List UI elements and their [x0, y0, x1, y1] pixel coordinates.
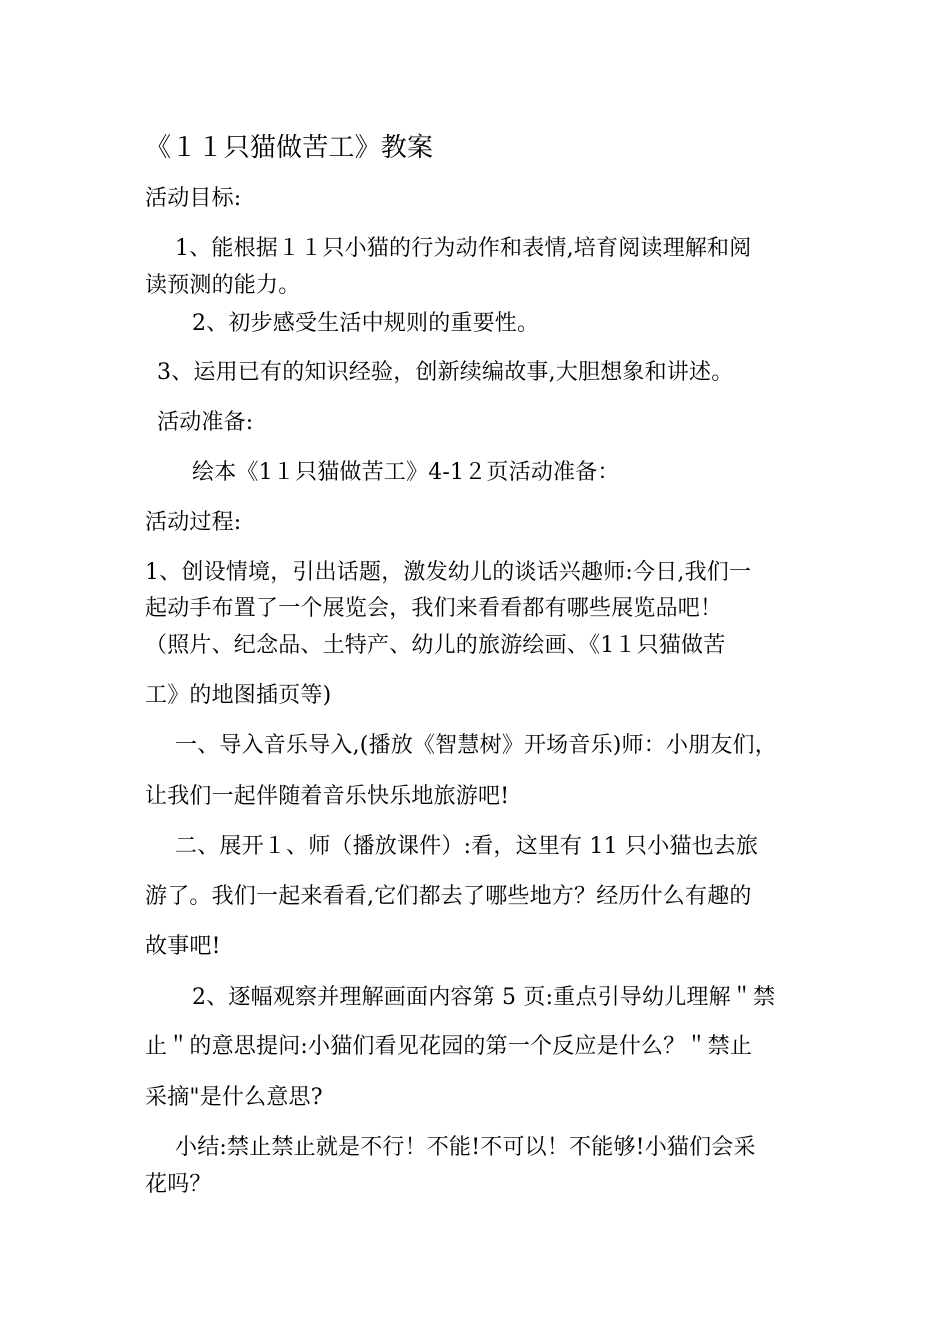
document-title: 《１１只猫做苦工》教案: [145, 133, 434, 163]
paragraph-line: （照片、纪念品、土特产、幼儿的旅游绘画、《1１只猫做苦: [145, 633, 726, 658]
paragraph-line: 游了。我们一起来看看,它们都去了哪些地方？经历什么有趣的: [145, 884, 752, 909]
paragraph-line: 起动手布置了一个展览会，我们来看看都有哪些展览品吧！: [145, 596, 723, 621]
section-heading-goals: 活动目标:: [145, 186, 242, 211]
paragraph-line: 1、能根据１１只小猫的行为动作和表情,培育阅读理解和阅: [175, 236, 752, 261]
paragraph-line: 采摘"是什么意思?: [145, 1085, 323, 1110]
paragraph-line: 小结:禁止禁止就是不行！不能!不可以！不能够!小猫们会采: [175, 1135, 756, 1160]
paragraph-line: 1、创设情境，引出话题，激发幼儿的谈话兴趣师:今日,我们一: [145, 560, 752, 585]
paragraph-line: 一、导入音乐导入,(播放《智慧树》开场音乐)师：小朋友们，: [175, 733, 777, 758]
section-heading-process: 活动过程:: [145, 510, 242, 535]
paragraph-line: 绘本《1１只猫做苦工》4-1２页活动准备：: [192, 460, 620, 485]
paragraph-line: 花吗？: [145, 1172, 212, 1197]
paragraph-line: 二、展开１、师（播放课件）:看，这里有 11 只小猫也去旅: [175, 834, 759, 859]
paragraph-line: 2、逐幅观察并理解画面内容第 5 页:重点引导幼儿理解＂禁: [192, 985, 776, 1010]
paragraph-line: 故事吧!: [145, 934, 221, 959]
section-heading-preparation: 活动准备:: [157, 410, 254, 435]
paragraph-line: 让我们一起伴随着音乐快乐地旅游吧!: [145, 784, 510, 809]
paragraph-line: 止＂的意思提问:小猫们看见花园的第一个反应是什么？＂禁止: [145, 1034, 753, 1059]
paragraph-line: 3、运用已有的知识经验，创新续编故事,大胆想象和讲述。: [157, 360, 734, 385]
paragraph-line: 2、初步感受生活中规则的重要性。: [192, 311, 540, 336]
paragraph-line: 工》的地图插页等): [145, 683, 332, 708]
paragraph-line: 读预测的能力。: [145, 273, 301, 298]
